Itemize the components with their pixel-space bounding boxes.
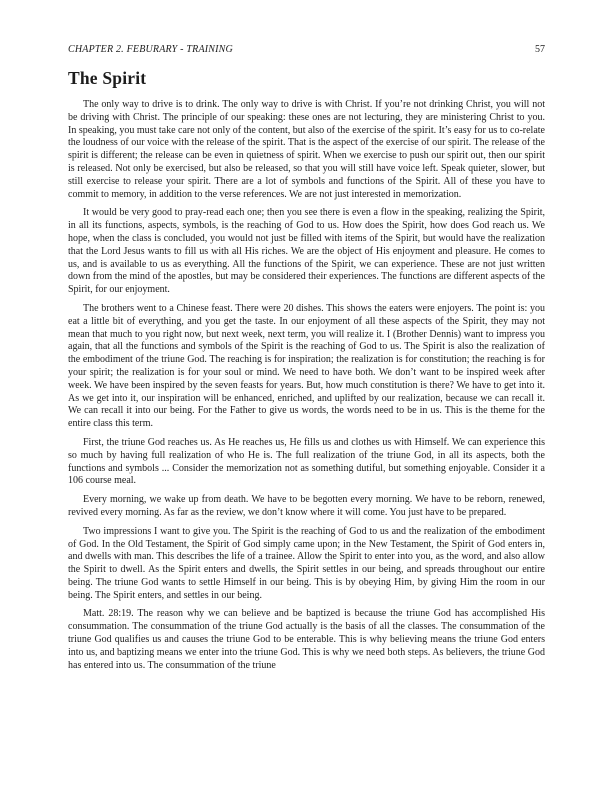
paragraph: The brothers went to a Chinese feast. There were 20 dishes. This shows the eaters were enjoyers. The point is: you eat a little bit of everything, and you get the taste. In our enjoyment of all these aspects of the Spirit, they may not mean that much to you right now, but next week, next term, you will realize it. I (Brother Dennis) want to impress you again, that all the functions and symbols of the Spirit is the reaching of God to us. The Spirit is also the realization of the embodiment of the triune God. The reaching is for inspiration; the realization is for constitution; the reaching is for your spirit; the realization is for your soul or mind. We need to have both. We don’t want to be inspired week after week. We have been inspired by the seven feasts for years. But, how much constitution is there? We have to get into it. As we get into it, our inspiration will be enhanced, enriched, and uplifted by our realization, because we can recall it. We can recall it into our being. For the Father to give us words, the words need to be in us. This is the theme for the entire class this term. [68, 302, 545, 430]
section-title: The Spirit [68, 68, 147, 88]
page-number: 57 [535, 44, 545, 55]
paragraph: Every morning, we wake up from death. We have to be begotten every morning. We have to be reborn, renewed, revived every morning. As far as the review, we don’t know where it will come. You just have to be prepared. [68, 494, 545, 518]
paragraph: Two impressions I want to give you. The Spirit is the reaching of God to us and the realization of the embodiment of God. In the Old Testament, the Spirit of God simply came upon; in the New Testament, the Spirit of God enters in, and dwells with man. This describes the life of a trainee. Allow the Spirit to enter into you, as the word, and also allow the Spirit to dwell. As the Spirit enters and dwells, the Spirit settles in our being, and spreads throughout our entire being. The triune God wants to settle Himself in our being. This is by obeying Him, by giving Him the room in our being. The Spirit enters, and settles in our being. [68, 525, 545, 601]
page-header [68, 44, 545, 55]
paragraph: First, the triune God reaches us. As He reaches us, He fills us and clothes us with Himself. We can experience this so much by having full realization of who He is. The full realization of the triune God, in all its aspects, both the functions and symbols ... Consider the memorization not as something dutiful, but something enjoyable. Consider it a 106 course meal. [68, 436, 545, 487]
paragraph: It would be very good to pray-read each one; then you see there is even a flow in the speaking, realizing the Spirit, in all its functions, aspects, symbols, is the reaching of God to us. How does the Spirit, how does God reach us. We hope, when the class is concluded, you would not just be filled with items of the Spirit, but would have the realization that the Lord Jesus wants to fill us with all His riches. We are the object of His enjoyment and pleasure. He comes to us, and is available to us as everything. All the functions of the Spirit, we can experience. These are not just written down from the mind of the apostles, but may be considered their experiences. The functions are different aspects of the Spirit, for our enjoyment. [68, 207, 545, 296]
paragraph: Matt. 28:19. The reason why we can believe and be baptized is because the triune God has accomplished His consummation. The consummation of the triune God actually is the basis of all the classes. The consummation of the triune God qualifies us and causes the triune God to be enterable. This is why believing means the triune God enters into us, and baptizing means we enter into the triune God. This is why we need both steps. As believers, the triune God has entered into us. The consummation of the triune [68, 608, 545, 671]
body-text [68, 99, 545, 672]
running-header: CHAPTER 2. FEBURARY - TRAINING [68, 44, 233, 55]
paragraph: The only way to drive is to drink. The only way to drive is with Christ. If you’re not drinking Christ, you will not be driving with Christ. The principle of our speaking: these ones are not lecturing, they are ministering Christ to you. In speaking, you must take care not only of the content, but also of the exercise of the spirit. It’s easy for us to co-relate the loudness of our voice with the release of the spirit. That is the aspect of the exercise of our spirit. The release of the spirit is different; the release can be even in quietness of spirit. When we exercise to push our spirit out, then our spirit is released. Not only be exercised, but also be released, so that you will still have voice left. Speak quieter, slower, but still exercise to release your spirit. There are a lot of symbols and functions of the Spirit. All of these you have to commit to memory, in addition to the verse references. We are not just interested in memorization. [68, 99, 545, 200]
